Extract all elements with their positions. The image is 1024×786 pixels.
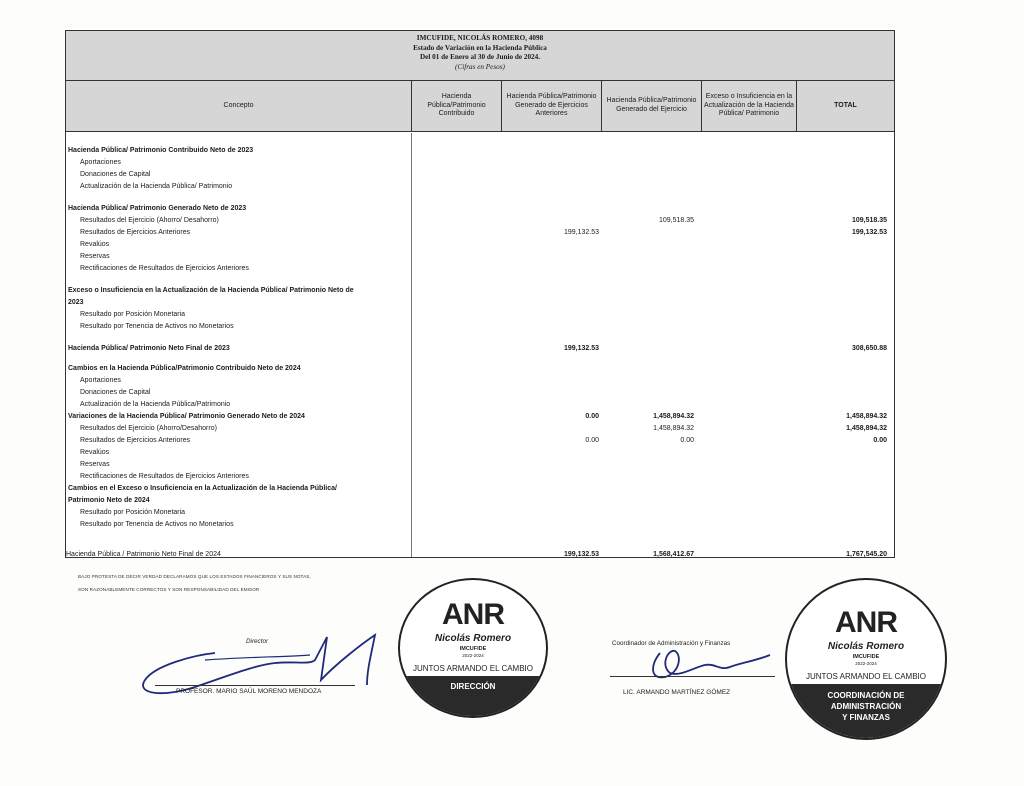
- table-row: [66, 435, 894, 446]
- generado-anteriores-value: 199,132.53: [563, 345, 599, 352]
- total-value: 1,458,894.32: [846, 413, 887, 420]
- row-label: Cambios en la Hacienda Pública/Patrimonio Contribuido Neto de 2024: [68, 365, 301, 372]
- report-units: (Cifras en Pesos): [455, 62, 505, 71]
- stamp-department: DIRECCIÓN: [400, 676, 546, 718]
- row-label: Hacienda Pública/ Patrimonio Neto Final de 2023: [68, 345, 230, 352]
- table-row: [66, 363, 894, 374]
- row-label: Cambios en el Exceso o Insuficiencia en la Actualización de la Hacienda Pública/: [68, 485, 337, 492]
- row-label: Rectificaciones de Resultados de Ejercicios Anteriores: [80, 473, 249, 480]
- row-label: Patrimonio Neto de 2024: [68, 497, 150, 504]
- stamp-brand-right: Nicolás Romero: [827, 641, 905, 652]
- director-name: PROFESOR. MARIO SAÚL MORENO MENDOZA: [176, 688, 322, 695]
- stamp-dept-line-3: Y FINANZAS: [842, 713, 890, 722]
- table-row: [66, 239, 894, 250]
- row-label: Actualización de la Hacienda Pública/ Patrimonio: [80, 183, 233, 190]
- stamp-logo: ANR: [442, 598, 504, 631]
- row-label: Revalúos: [80, 449, 110, 456]
- table-body: [66, 133, 894, 557]
- stamp-dept-line-2: ADMINISTRACIÓN: [830, 702, 902, 711]
- total-value: 0.00: [873, 437, 887, 444]
- row-label: Resultado por Posición Monetaria: [80, 509, 186, 516]
- col-generado-ejercicio: Hacienda Pública/Patrimonio Generado del Ejercicio: [601, 81, 701, 131]
- generado-anteriores-value: 0.00: [585, 437, 599, 444]
- report-title: Estado de Variación en la Hacienda Pública: [413, 43, 547, 52]
- generado-ejercicio-value: 1,458,894.32: [653, 425, 694, 432]
- row-label: Aportaciones: [80, 377, 121, 384]
- row-label: Hacienda Pública/ Patrimonio Generado Neto de 2023: [68, 205, 247, 212]
- protest-line-2: SON RAZONABLEMENTE CORRECTOS Y SON RESPONSABILIDAD DEL EMISOR: [78, 587, 260, 592]
- row-label: Resultados de Ejercicios Anteriores: [80, 229, 191, 236]
- stamp-logo-right: ANR: [835, 606, 897, 639]
- generado-anteriores-value: 199,132.53: [563, 229, 599, 236]
- stamp-org-right: IMCUFIDE: [852, 654, 880, 660]
- row-label: Resultados del Ejercicio (Ahorro/ Desahorro): [80, 217, 219, 224]
- total-value: 1,458,894.32: [846, 425, 887, 432]
- table-row: [66, 519, 894, 530]
- col-contribuido: Hacienda Pública/Patrimonio Contribuido: [411, 81, 501, 131]
- col-total: TOTAL: [796, 81, 894, 131]
- table-row: [66, 215, 894, 226]
- table-row: [66, 459, 894, 470]
- table-row: [66, 251, 894, 262]
- table-row: [66, 169, 894, 180]
- col-exceso-insuficiencia: Exceso o Insuficiencia en la Actualización de la Hacienda Pública/ Patrimonio: [701, 81, 796, 131]
- col-generado-anteriores: Hacienda Pública/Patrimonio Generado de Ejercicios Anteriores: [501, 81, 601, 131]
- column-header-row: [66, 81, 894, 132]
- generado-anteriores-value: 0.00: [585, 413, 599, 420]
- financial-statement-table: [65, 30, 895, 558]
- table-row: [66, 507, 894, 518]
- table-row: [66, 285, 894, 296]
- table-row: [66, 181, 894, 192]
- stamp-years: 2022-2024: [462, 653, 484, 658]
- table-row: [66, 549, 894, 560]
- generado-ejercicio-value: 0.00: [680, 437, 694, 444]
- table-row: [66, 387, 894, 398]
- row-label: Donaciones de Capital: [80, 389, 151, 396]
- table-row: [66, 447, 894, 458]
- row-label: Exceso o Insuficiencia en la Actualización de la Hacienda Pública/ Patrimonio Neto de: [68, 287, 354, 294]
- row-label: Reservas: [80, 253, 110, 260]
- stamp-dept-line-1: COORDINACIÓN DE: [827, 691, 905, 700]
- row-label: 2023: [68, 299, 84, 306]
- generado-ejercicio-value: 109,518.35: [658, 217, 694, 224]
- coordinator-signature-line: [610, 676, 775, 677]
- total-value: 308,650.88: [851, 345, 887, 352]
- table-row: [66, 411, 894, 422]
- table-row: [66, 423, 894, 434]
- report-header: [66, 31, 894, 81]
- table-row: [66, 399, 894, 410]
- total-value: 199,132.53: [851, 229, 887, 236]
- table-row: [66, 375, 894, 386]
- row-label: Variaciones de la Hacienda Pública/ Patrimonio Generado Neto de 2024: [68, 413, 305, 420]
- row-label: Resultados de Ejercicios Anteriores: [80, 437, 191, 444]
- row-label: Resultado por Tenencia de Activos no Monetarios: [80, 323, 234, 330]
- row-label: Resultado por Posición Monetaria: [80, 311, 186, 318]
- director-signature-line: [155, 685, 355, 686]
- row-label: Resultado por Tenencia de Activos no Monetarios: [80, 521, 234, 528]
- row-label: Hacienda Pública/ Patrimonio Contribuido Neto de 2023: [68, 147, 254, 154]
- coordinator-name: LIC. ARMANDO MARTÍNEZ GÓMEZ: [623, 689, 731, 696]
- coordinator-signature: [620, 645, 780, 690]
- table-row: [66, 471, 894, 482]
- coordinator-title: Coordinador de Administración y Finanzas: [612, 640, 731, 647]
- table-row: [66, 203, 894, 214]
- stamp-motto-right: JUNTOS ARMANDO EL CAMBIO: [805, 672, 927, 681]
- table-row: [66, 483, 894, 494]
- director-title: Director: [246, 638, 269, 645]
- generado-anteriores-value: 199,132.53: [563, 551, 599, 558]
- entity-name: IMCUFIDE, NICOLÁS ROMERO, 4098: [416, 34, 544, 42]
- table-row: [66, 145, 894, 156]
- table-row: [66, 157, 894, 168]
- coordinacion-stamp: [785, 578, 947, 740]
- total-value: 1,767,545.20: [846, 551, 887, 558]
- generado-ejercicio-value: 1,458,894.32: [653, 413, 694, 420]
- table-row: [66, 321, 894, 332]
- row-label: Reservas: [80, 461, 110, 468]
- row-label: Resultados del Ejercicio (Ahorro/Desahorro): [80, 425, 217, 432]
- table-row: [66, 263, 894, 274]
- table-row: [66, 495, 894, 506]
- row-label: Revalúos: [80, 241, 110, 248]
- total-value: 109,518.35: [851, 217, 887, 224]
- col-concepto: Concepto: [223, 101, 254, 109]
- stamp-org: IMCUFIDE: [459, 646, 487, 652]
- stamp-department-right: [787, 684, 945, 740]
- row-label: Aportaciones: [80, 159, 121, 166]
- row-label: Donaciones de Capital: [80, 171, 151, 178]
- protest-statement: [78, 570, 311, 596]
- stamp-brand: Nicolás Romero: [434, 633, 512, 644]
- stamp-years-right: 2022-2024: [855, 661, 877, 666]
- table-row: [66, 343, 894, 354]
- report-period: Del 01 de Enero al 30 de Junio de 2024.: [419, 53, 541, 62]
- direccion-stamp: [398, 578, 548, 718]
- table-row: [66, 297, 894, 308]
- row-label: Hacienda Pública / Patrimonio Neto Final de 2024: [66, 551, 221, 558]
- row-label: Actualización de la Hacienda Pública/Patrimonio: [80, 401, 231, 408]
- row-label: Rectificaciones de Resultados de Ejercicios Anteriores: [80, 265, 249, 272]
- table-row: [66, 227, 894, 238]
- protest-line-1: BAJO PROTESTA DE DECIR VERDAD DECLARAMOS QUE LOS ESTADOS FINANCIEROS Y SUS NOTAS,: [78, 574, 311, 579]
- generado-ejercicio-value: 1,568,412.67: [653, 551, 694, 558]
- table-row: [66, 309, 894, 320]
- stamp-motto: JUNTOS ARMANDO EL CAMBIO: [412, 664, 534, 673]
